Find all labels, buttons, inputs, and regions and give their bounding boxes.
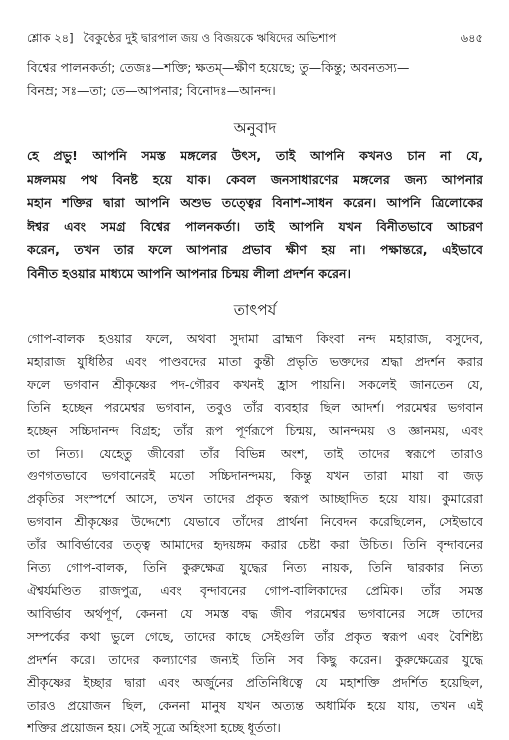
purport-line: শক্তির প্রয়োজন হয়। সেই সূত্রে অহিংসা হচ্ছে ধূর্ততা।: [27, 721, 281, 736]
chapter-title: বৈকুণ্ঠের দুই দ্বারপাল জয় ও বিজয়কে ঋষিদের অভিশাপ: [83, 31, 337, 45]
gloss-line: বিশ্বের পালনকর্তা; তেজঃ—শক্তি; ক্ষতম্—ক্ষীণ হয়েছে; তু—কিন্তু; অবনতস্য—: [27, 60, 410, 75]
purport-line: মহারাজ যুধিষ্ঠির এবং পাণ্ডবদের মাতা কুন্তী প্রভৃতি ভক্তদের শ্রদ্ধা প্রদর্শন করার: [27, 354, 483, 369]
translation-line: মহান শক্তির দ্বারা আপনি অশুভ তত্ত্বের বিনাশ-সাধন করেন। আপনি ত্রিলোকের: [27, 195, 483, 210]
purport-line: তারও প্রয়োজন ছিল, কেননা মানুষ যখন অত্যন্ত অধার্মিক হয়ে যায়, তখন এই: [27, 698, 483, 713]
purport-line: শ্রীকৃষ্ণের ইচ্ছার দ্বারা এবং অর্জুনের প্রতিনিধিত্বে যে মহাশক্তি প্রদর্শিত হয়েছিল,: [27, 675, 483, 690]
purport-line: ভগবান শ্রীকৃষ্ণের উদ্দেশ্যে যেভাবে তাঁদের প্রার্থনা নিবেদন করেছিলেন, সেইভাবে: [27, 515, 483, 530]
purport-text: [27, 328, 483, 740]
purport-line: তা নিত্য। যেহেতু জীবেরা তাঁর বিভিন্ন অংশ, তাই তাদের স্বরূপে তারাও: [27, 446, 483, 461]
purport-line: আবির্ভাব অর্থপূর্ণ, কেননা যে সমস্ত বদ্ধ জীব পরমেশ্বর ভগবানের সঙ্গে তাদের: [27, 606, 483, 621]
purport-line: তাঁর আবির্ভাবের তত্ত্ব আমাদের হৃদয়ঙ্গম করার চেষ্টা করা উচিত। তিনি বৃন্দাবনের: [27, 538, 483, 553]
page-number: ৬৪৫: [460, 31, 483, 45]
translation-line: করেন, তখন তার ফলে আপনার প্রভাব ক্ষীণ হয় না। পক্ষান্তরে, এইভাবে: [27, 242, 483, 257]
purport-line: প্রকৃতির সংস্পর্শে আসে, তখন তাদের প্রকৃত স্বরূপ আচ্ছাদিত হয়ে যায়। কুমারেরা: [27, 492, 483, 507]
purport-line: গোপ-বালক হওয়ার ফলে, অথবা সুদামা ব্রাহ্মণ কিংবা নন্দ মহারাজ, বসুদেব,: [27, 332, 483, 346]
translation-line: হে প্রভু! আপনি সমস্ত মঙ্গলের উৎস, তাই আপনি কখনও চান না যে,: [27, 148, 483, 163]
purport-line: ঐশ্বর্যমণ্ডিত রাজপুত্র, এবং বৃন্দাবনের গোপ-বালিকাদের প্রেমিক। তাঁর সমস্ত: [27, 583, 483, 598]
purport-line: প্রদর্শন করে। তাদের কল্যাণের জন্যই তিনি সব কিছু করেন। কুরুক্ষেত্রের যুদ্ধে: [27, 652, 483, 667]
purport-line: সম্পর্কের কথা ভুলে গেছে, তাদের কাছে সেইগুলি তাঁর প্রকৃত স্বরূপ এবং বৈশিষ্ট্য: [27, 629, 483, 644]
gloss-line: বিনম্র; সঃ—তা; তে—আপনার; বিনোদঃ—আনন্দ।: [27, 83, 276, 98]
purport-line: হচ্ছেন সচ্চিদানন্দ বিগ্রহ; তাঁর রূপ পূর্ণরূপে চিন্ময়, আনন্দময় ও জ্ঞানময়, এবং: [27, 423, 483, 438]
purport-line: গুণগতভাবে ভগবানেরই মতো সচ্চিদানন্দময়, কিন্তু যখন তারা মায়া বা জড়: [27, 469, 483, 484]
running-header: [27, 30, 483, 52]
purport-line: ফলে ভগবান শ্রীকৃষ্ণের পদ-গৌরব কখনই হ্রাস পায়নি। সকলেই জানতেন যে,: [27, 377, 483, 392]
translation-text: [27, 144, 483, 285]
translation-heading: অনুবাদ: [233, 119, 277, 137]
purport-line: তিনি হচ্ছেন পরমেশ্বর ভগবান, তবুও তাঁর ব্যবহার ছিল আদর্শ। পরমেশ্বর ভগবান: [27, 400, 483, 415]
translation-line: ঈশ্বর এবং সমগ্র বিশ্বের পালনকর্তা। তাই আপনি যখন বিনীতভাবে আচরণ: [27, 218, 483, 234]
purport-heading: তাৎপর্য: [233, 301, 277, 319]
verse-reference: শ্লোক ২৪]: [27, 31, 74, 45]
translation-line: বিনীত হওয়ার মাধ্যমে আপনি আপনার চিন্ময় লীলা প্রদর্শন করেন।: [27, 265, 351, 281]
purport-line: নিত্য গোপ-বালক, তিনি কুরুক্ষেত্র যুদ্ধের নিত্য নায়ক, তিনি দ্বারকার নিত্য: [27, 561, 483, 576]
running-header-left: [27, 30, 336, 49]
translation-line: মঙ্গলময় পথ বিনষ্ট হয়ে যাক। কেবল জনসাধারণের মঙ্গলের জন্য আপনার: [27, 171, 483, 187]
word-meanings: [27, 56, 483, 102]
